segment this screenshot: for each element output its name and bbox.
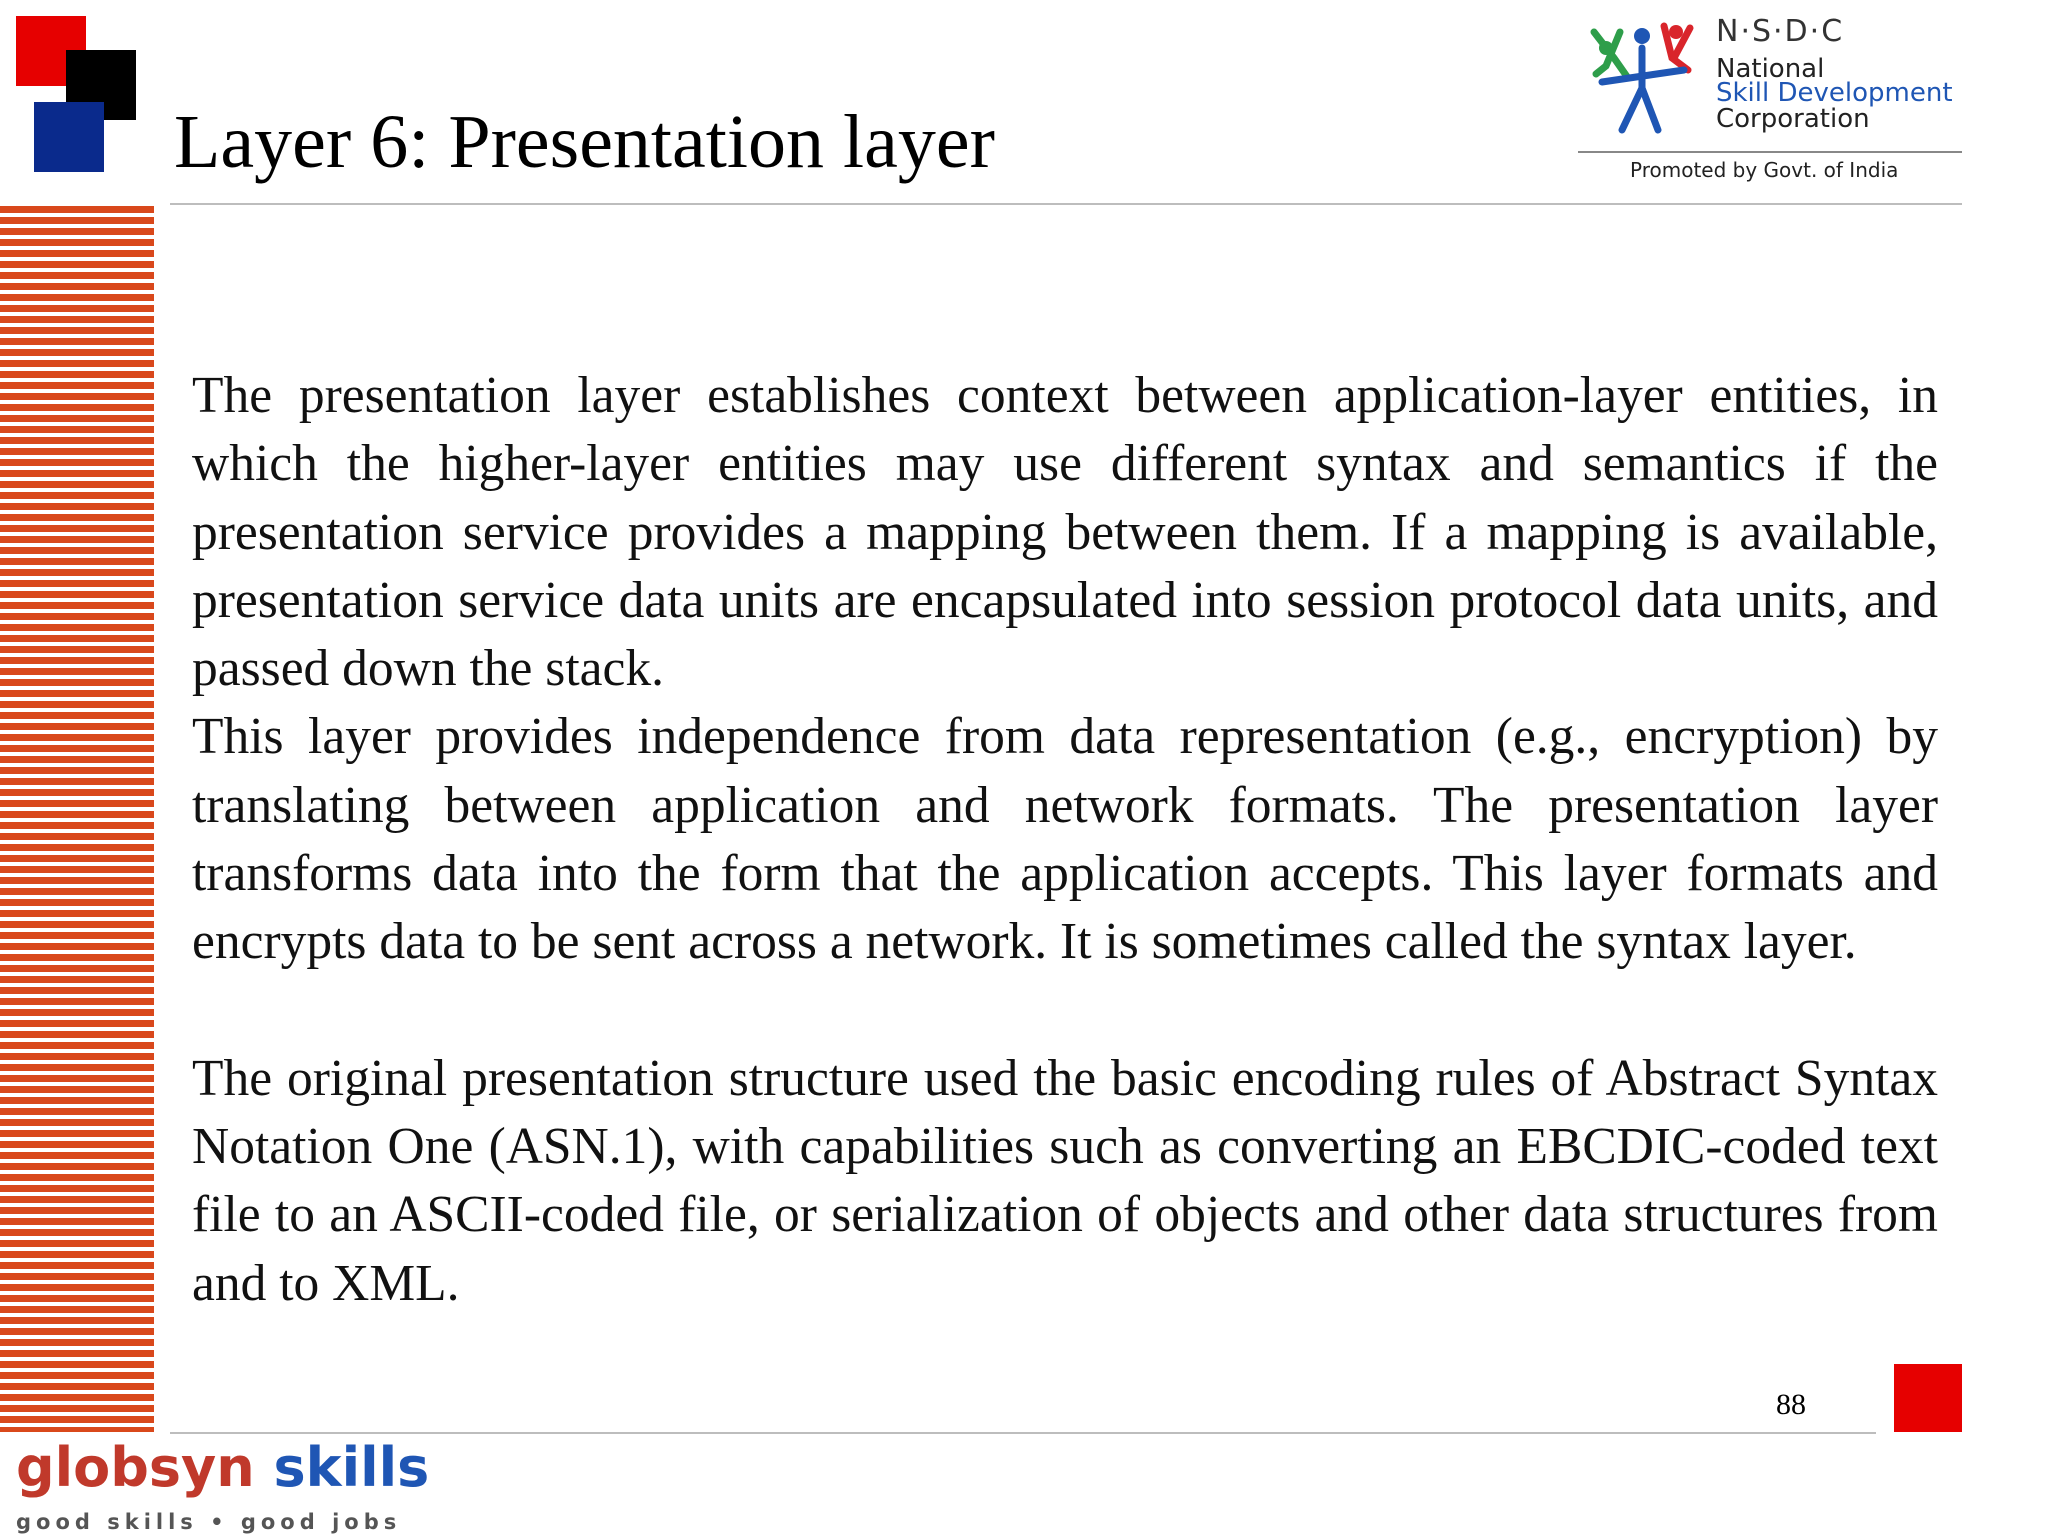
body-paragraph-1: The presentation layer establishes context between application-layer entities, in which the higher-layer entities may use different syntax and semantics if the presentation service provides a mapping between them. If a mapping is available, presentation service data units are encapsulated into session protocol data units, and passed down the stack. (192, 367, 1938, 698)
brand-tagline: good skills • good jobs (16, 1510, 402, 1534)
brand-skills: skills (273, 1436, 430, 1499)
body-paragraph-3: The original presentation structure used the basic encoding rules of Abstract Syntax Notation One (ASN.1), with capabilities such as converting an EBCDIC-coded text file to an ASCII-coded file, or serialization of objects and other data structures from and to XML. (192, 1049, 1938, 1312)
logo-acronym: N·S·D·C (1716, 14, 1845, 49)
slide-title: Layer 6: Presentation layer (174, 100, 995, 184)
logo-divider (1578, 151, 1962, 153)
corner-red-box (1894, 1364, 1962, 1432)
logo-promoted-text: Promoted by Govt. of India (1630, 158, 1899, 182)
logo-line-corporation: Corporation (1716, 104, 1870, 134)
slide-body (192, 362, 1938, 1318)
page-number: 88 (1776, 1388, 1806, 1421)
corner-square-blue (34, 102, 104, 172)
title-divider (170, 203, 1962, 205)
logo-line-national: National (1716, 54, 1825, 84)
body-paragraph-2: This layer provides independence from data representation (e.g., encryption) by translating between application and network formats. The presentation layer transforms data into the form that the application accepts. This layer formats and encrypts data to be sent across a network. It is sometimes called the syntax layer. (192, 708, 1938, 971)
nsdc-logo (1578, 14, 1964, 190)
logo-line-skill-development: Skill Development (1716, 78, 1953, 108)
footer-divider (170, 1432, 1876, 1434)
globsyn-logo (16, 1436, 429, 1499)
brand-globsyn: globsyn (16, 1436, 255, 1499)
decorative-stripes (0, 206, 154, 1432)
nsdc-figures-icon (1584, 18, 1712, 138)
